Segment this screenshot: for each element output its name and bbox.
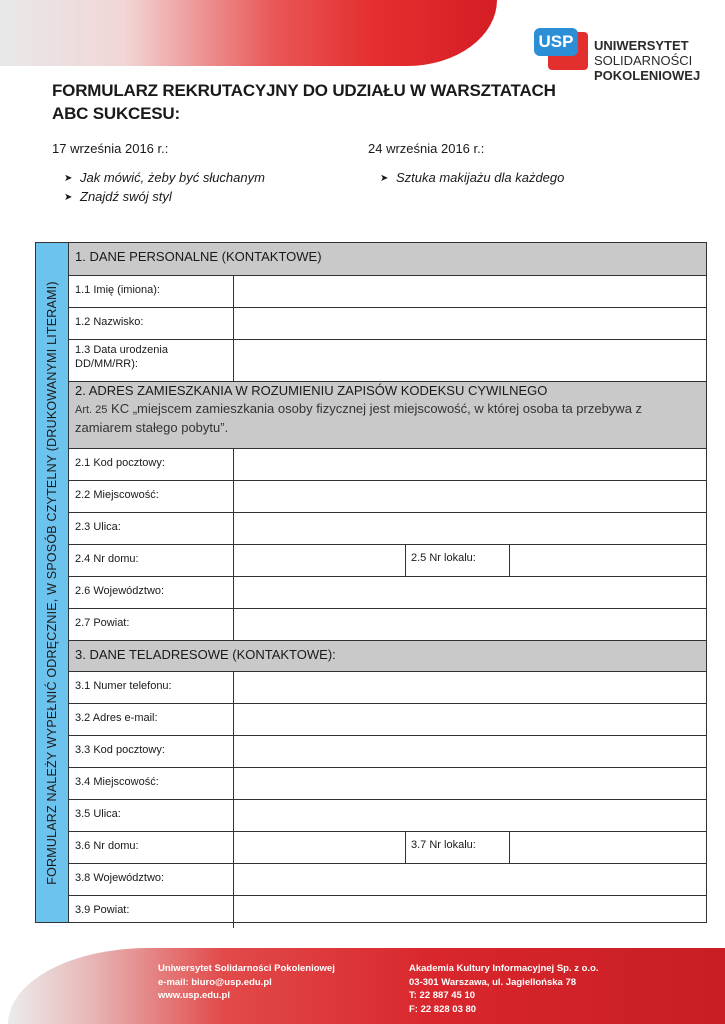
footer-fax: F: 22 828 03 80 bbox=[409, 1003, 477, 1015]
field-label: 3.7 Nr lokalu: bbox=[411, 839, 476, 851]
section-2-title: 2. ADRES ZAMIESZKANIA W ROZUMIENIU ZAPISÓW KODEKSU CYWILNEGO bbox=[75, 383, 548, 398]
note-text: KC „miejscem zamieszkania osoby fizycznej jest miejscowość, w której osoba ta przebywa z zamiarem stałego pobytu”. bbox=[75, 401, 643, 435]
section-1-header bbox=[69, 243, 706, 276]
field-label: 3.4 Miejscowość: bbox=[75, 776, 159, 788]
contact-city-input[interactable] bbox=[234, 768, 706, 799]
logo-badge bbox=[534, 26, 586, 66]
logo-text bbox=[594, 38, 700, 83]
field-row-phone bbox=[69, 672, 706, 704]
field-label: 3.8 Województwo: bbox=[75, 872, 165, 884]
date-left: 17 września 2016 r.: bbox=[52, 141, 169, 156]
workshop-item: ➤ Jak mówić, żeby być słuchanym bbox=[80, 168, 265, 187]
field-label: 2.4 Nr domu: bbox=[75, 553, 139, 565]
section-3-header bbox=[69, 641, 706, 672]
house-number-input[interactable] bbox=[234, 545, 405, 576]
field-label: 3.5 Ulica: bbox=[75, 808, 121, 820]
footer-banner bbox=[8, 948, 725, 1024]
contact-street-input[interactable] bbox=[234, 800, 706, 831]
field-label: 3.3 Kod pocztowy: bbox=[75, 744, 165, 756]
field-row-first-name bbox=[69, 276, 706, 308]
field-row-city bbox=[69, 481, 706, 513]
footer-org-name: Uniwersytet Solidarności Pokoleniowej bbox=[158, 963, 335, 974]
side-instruction-text: FORMULARZ NALEŻY WYPEŁNIĆ ODRĘCZNIE, W SPOSÓB CZYTELNY (DRUKOWANYMI LITERAMI) bbox=[45, 280, 59, 885]
contact-county-input[interactable] bbox=[234, 896, 706, 928]
logo-line-3: POKOLENIOWEJ bbox=[594, 68, 701, 83]
apartment-number-input[interactable] bbox=[510, 545, 706, 576]
field-label: 2.7 Powiat: bbox=[75, 617, 130, 629]
voivodeship-input[interactable] bbox=[234, 577, 706, 608]
section-2-note bbox=[75, 400, 700, 436]
footer-email[interactable]: e-mail: biuro@usp.edu.pl bbox=[158, 976, 272, 988]
workshop-list-left bbox=[80, 168, 265, 206]
workshop-list-right bbox=[396, 168, 564, 187]
field-row-contact-city bbox=[69, 768, 706, 800]
field-row-postal-code bbox=[69, 449, 706, 481]
contact-house-number-input[interactable] bbox=[234, 832, 405, 863]
county-input[interactable] bbox=[234, 609, 706, 640]
city-input[interactable] bbox=[234, 481, 706, 512]
form-title: FORMULARZ REKRUTACYJNY DO UDZIAŁU W WARSZTATACH ABC SUKCESU: bbox=[52, 81, 556, 123]
field-row-contact-street bbox=[69, 800, 706, 832]
recruitment-form bbox=[35, 242, 707, 923]
phone-input[interactable] bbox=[234, 672, 706, 703]
field-row-last-name bbox=[69, 308, 706, 340]
first-name-input[interactable] bbox=[234, 276, 706, 307]
field-label: 3.6 Nr domu: bbox=[75, 840, 139, 852]
field-row-email bbox=[69, 704, 706, 736]
field-label: 2.6 Województwo: bbox=[75, 585, 165, 597]
field-row-birth-date bbox=[69, 340, 706, 382]
contact-voivodeship-input[interactable] bbox=[234, 864, 706, 895]
logo-line-1: UNIWERSYTET bbox=[594, 38, 689, 53]
section-2-header bbox=[69, 382, 706, 449]
form-grid bbox=[69, 243, 706, 928]
birth-date-input[interactable] bbox=[234, 340, 706, 381]
workshop-item: ➤ Znajdź swój styl bbox=[80, 187, 265, 206]
field-row-house-number bbox=[69, 545, 706, 577]
logo-line-2: SOLIDARNOŚCI bbox=[594, 53, 693, 68]
field-row-contact-county bbox=[69, 896, 706, 928]
date-right: 24 września 2016 r.: bbox=[368, 141, 485, 156]
field-label: 2.3 Ulica: bbox=[75, 521, 121, 533]
field-row-contact-postal-code bbox=[69, 736, 706, 768]
footer-right bbox=[409, 962, 599, 1016]
footer-website[interactable]: www.usp.edu.pl bbox=[158, 990, 230, 1001]
note-art: Art. 25 bbox=[75, 404, 108, 416]
footer-left bbox=[158, 962, 335, 1003]
side-instruction-bar bbox=[36, 243, 69, 922]
field-label: 2.1 Kod pocztowy: bbox=[75, 457, 165, 469]
field-row-county bbox=[69, 609, 706, 641]
street-input[interactable] bbox=[234, 513, 706, 544]
contact-apartment-number-input[interactable] bbox=[510, 832, 706, 863]
field-label: 2.2 Miejscowość: bbox=[75, 489, 159, 501]
section-1-title: 1. DANE PERSONALNE (KONTAKTOWE) bbox=[75, 249, 322, 264]
field-label: 2.5 Nr lokalu: bbox=[411, 552, 476, 564]
footer-address: 03-301 Warszawa, ul. Jagiellońska 78 bbox=[409, 976, 577, 988]
workshop-item: ➤ Sztuka makijażu dla każdego bbox=[396, 168, 564, 187]
field-row-contact-house-number bbox=[69, 832, 706, 864]
field-label: 3.2 Adres e-mail: bbox=[75, 712, 158, 724]
footer-phone: T: 22 887 45 10 bbox=[409, 990, 476, 1001]
logo-badge-text: USP bbox=[534, 28, 578, 56]
section-3-title: 3. DANE TELADRESOWE (KONTAKTOWE): bbox=[75, 647, 336, 662]
email-input[interactable] bbox=[234, 704, 706, 735]
field-label: 1.2 Nazwisko: bbox=[75, 316, 144, 328]
last-name-input[interactable] bbox=[234, 308, 706, 339]
field-row-street bbox=[69, 513, 706, 545]
field-label: 3.1 Numer telefonu: bbox=[75, 680, 172, 692]
field-row-voivodeship bbox=[69, 577, 706, 609]
postal-code-input[interactable] bbox=[234, 449, 706, 480]
field-label: 1.3 Data urodzenia DD/MM/RR): bbox=[75, 344, 168, 370]
field-label: 3.9 Powiat: bbox=[75, 904, 130, 916]
field-label: 1.1 Imię (imiona): bbox=[75, 284, 160, 296]
header-banner bbox=[0, 0, 497, 66]
field-row-contact-voivodeship bbox=[69, 864, 706, 896]
contact-postal-code-input[interactable] bbox=[234, 736, 706, 767]
footer-company-name: Akademia Kultury Informacyjnej Sp. z o.o. bbox=[409, 963, 599, 974]
